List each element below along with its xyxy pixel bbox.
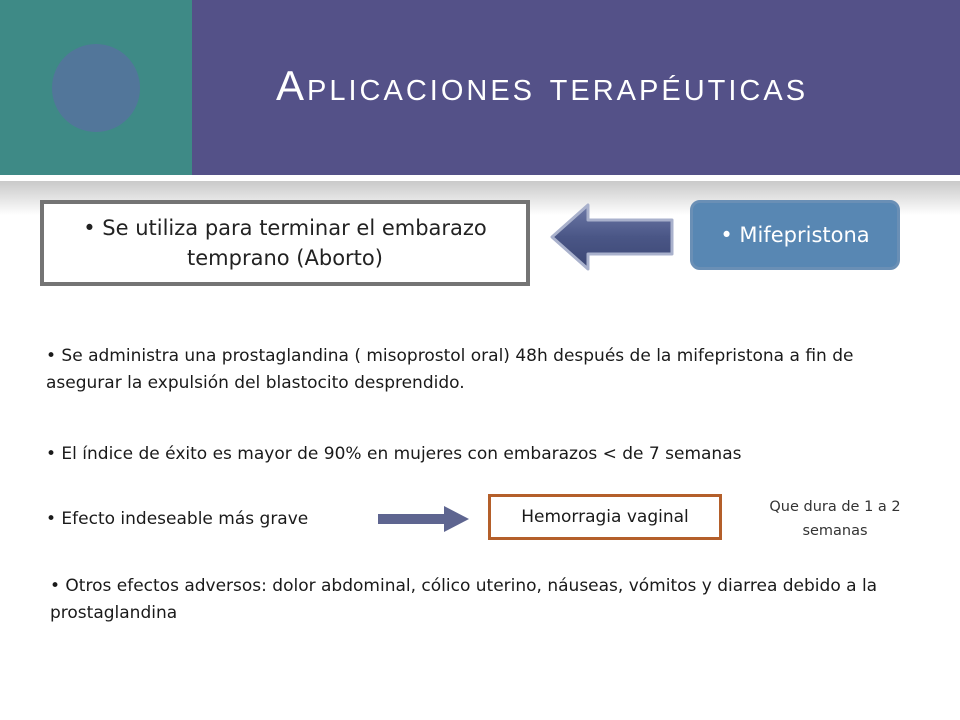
mifepristona-box bbox=[690, 200, 900, 270]
paragraph-success-rate: • El índice de éxito es mayor de 90% en mujeres con embarazos < de 7 semanas bbox=[46, 444, 742, 464]
usage-text: • Se utiliza para terminar el embarazo temprano (Aborto) bbox=[83, 215, 487, 270]
left-arrow-icon bbox=[548, 203, 678, 271]
right-arrow-icon bbox=[378, 505, 470, 533]
paragraph-administration: • Se administra una prostaglandina ( misoprostol oral) 48h después de la mifepristona a fin de asegurar la expulsión del blastocito desprendido. bbox=[46, 346, 854, 394]
paragraph-other-effects: • Otros efectos adversos: dolor abdominal, cólico uterino, náuseas, vómitos y diarrea debido a la prostaglandina bbox=[50, 576, 878, 624]
slide-title: Aplicaciones terapéuticas bbox=[276, 62, 809, 109]
header-divider bbox=[0, 175, 960, 179]
paragraph-serious-effect: • Efecto indeseable más grave bbox=[46, 509, 309, 529]
mifepristona-text: • Mifepristona bbox=[720, 223, 870, 247]
usage-box bbox=[40, 200, 530, 286]
hemorrhage-text: Hemorragia vaginal bbox=[521, 507, 689, 527]
duration-note: Que dura de 1 a 2 semanas bbox=[769, 499, 901, 539]
hemorrhage-box bbox=[488, 494, 722, 540]
header-circle-decoration bbox=[52, 44, 140, 132]
